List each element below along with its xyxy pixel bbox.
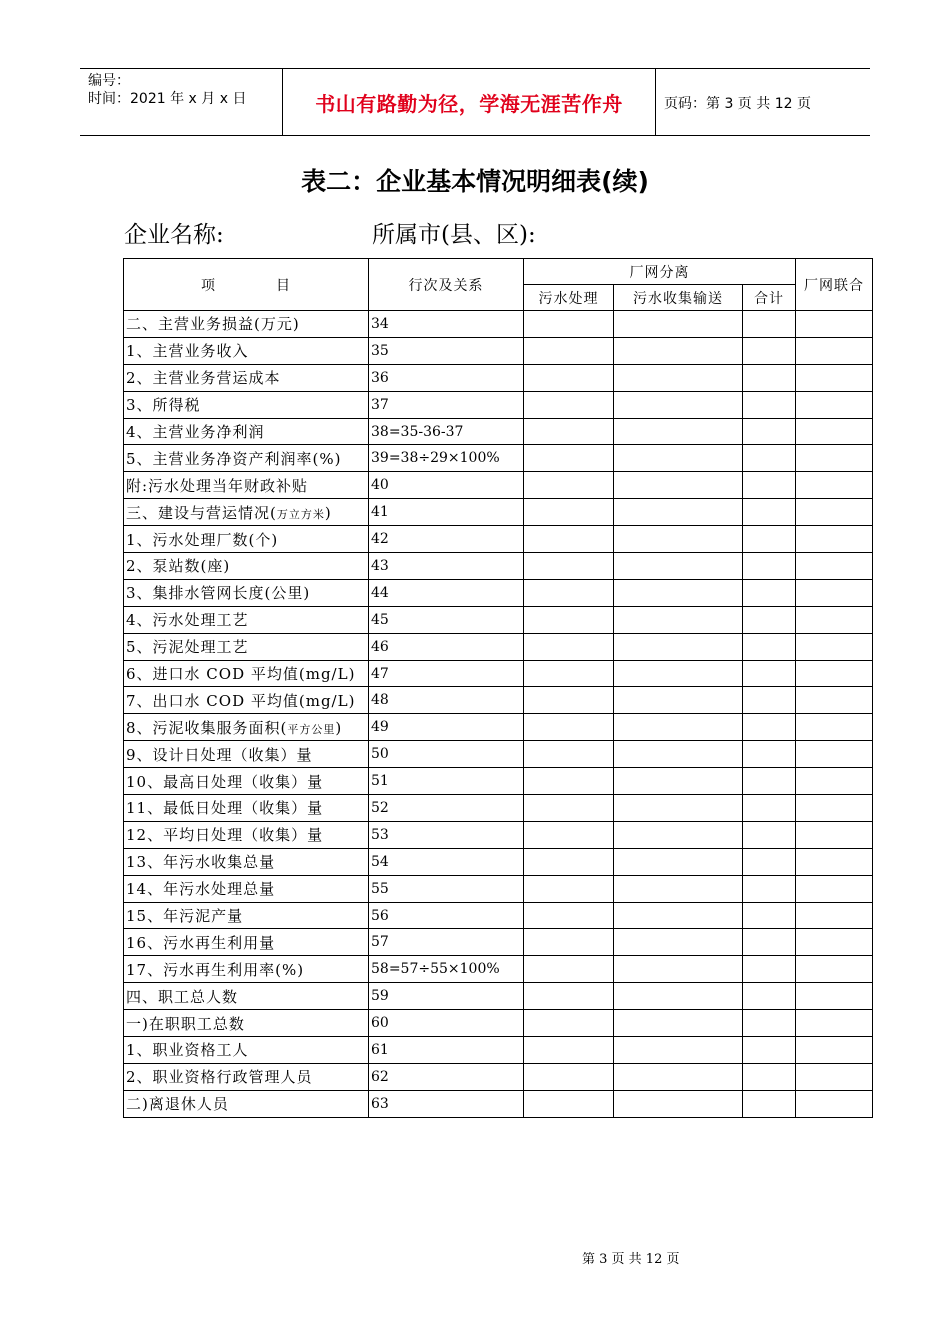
cell-sewage-treatment[interactable] [524, 795, 614, 822]
cell-joint[interactable] [796, 1090, 873, 1117]
row-code: 61 [369, 1037, 524, 1064]
table-row [124, 768, 873, 795]
row-item-label: 8、污泥收集服务面积(平方公里) [124, 714, 369, 741]
row-code: 41 [369, 499, 524, 526]
cell-sewage-collection[interactable] [614, 337, 743, 364]
cell-sewage-treatment[interactable] [524, 902, 614, 929]
row-item-label: 2、泵站数(座) [124, 553, 369, 580]
cell-sewage-collection[interactable] [614, 929, 743, 956]
cell-joint[interactable] [796, 714, 873, 741]
cell-total[interactable] [743, 633, 796, 660]
row-code: 44 [369, 579, 524, 606]
cell-total[interactable] [743, 1063, 796, 1090]
cell-total[interactable] [743, 1037, 796, 1064]
cell-joint[interactable] [796, 902, 873, 929]
cell-joint[interactable] [796, 633, 873, 660]
cell-total[interactable] [743, 337, 796, 364]
col-header-joint: 厂网联合 [796, 259, 873, 311]
row-code: 59 [369, 983, 524, 1010]
city-label: 所属市(县、区): [372, 222, 536, 248]
cell-total[interactable] [743, 848, 796, 875]
row-code: 63 [369, 1090, 524, 1117]
cell-total[interactable] [743, 1010, 796, 1037]
row-code: 49 [369, 714, 524, 741]
row-item-label: 9、设计日处理（收集）量 [124, 741, 369, 768]
cell-sewage-collection[interactable] [614, 391, 743, 418]
col-header-sewage-collection: 污水收集输送 [614, 285, 743, 311]
table-row [124, 526, 873, 553]
table-row [124, 553, 873, 580]
row-code: 35 [369, 337, 524, 364]
table-row [124, 714, 873, 741]
cell-joint[interactable] [796, 875, 873, 902]
cell-sewage-collection[interactable] [614, 418, 743, 445]
row-code: 52 [369, 795, 524, 822]
cell-total[interactable] [743, 929, 796, 956]
cell-total[interactable] [743, 311, 796, 338]
cell-sewage-treatment[interactable] [524, 579, 614, 606]
cell-joint[interactable] [796, 956, 873, 983]
row-code: 46 [369, 633, 524, 660]
cell-joint[interactable] [796, 768, 873, 795]
cell-total[interactable] [743, 445, 796, 472]
table-row [124, 848, 873, 875]
cell-total[interactable] [743, 821, 796, 848]
row-item-label: 4、污水处理工艺 [124, 606, 369, 633]
row-item-label: 1、职业资格工人 [124, 1037, 369, 1064]
header-left [88, 72, 246, 108]
cell-total[interactable] [743, 391, 796, 418]
cell-joint[interactable] [796, 741, 873, 768]
table-row [124, 472, 873, 499]
cell-sewage-treatment[interactable] [524, 741, 614, 768]
col-header-total: 合计 [743, 285, 796, 311]
cell-sewage-treatment[interactable] [524, 983, 614, 1010]
cell-sewage-treatment[interactable] [524, 472, 614, 499]
cell-total[interactable] [743, 606, 796, 633]
cell-sewage-collection[interactable] [614, 499, 743, 526]
cell-sewage-treatment[interactable] [524, 1010, 614, 1037]
row-item-label: 1、主营业务收入 [124, 337, 369, 364]
table-row [124, 337, 873, 364]
table-row [124, 660, 873, 687]
cell-total[interactable] [743, 714, 796, 741]
cell-total[interactable] [743, 526, 796, 553]
cell-joint[interactable] [796, 499, 873, 526]
cell-total[interactable] [743, 768, 796, 795]
cell-joint[interactable] [796, 1010, 873, 1037]
cell-joint[interactable] [796, 687, 873, 714]
cell-sewage-collection[interactable] [614, 579, 743, 606]
cell-sewage-treatment[interactable] [524, 929, 614, 956]
cell-total[interactable] [743, 1090, 796, 1117]
cell-total[interactable] [743, 795, 796, 822]
header-slogan: 书山有路勤为径，学海无涯苦作舟 [282, 69, 656, 135]
cell-sewage-treatment[interactable] [524, 956, 614, 983]
cell-sewage-treatment[interactable] [524, 821, 614, 848]
table-row [124, 956, 873, 983]
cell-sewage-treatment[interactable] [524, 848, 614, 875]
cell-total[interactable] [743, 553, 796, 580]
row-code: 54 [369, 848, 524, 875]
cell-joint[interactable] [796, 1037, 873, 1064]
row-code: 58=57÷55×100% [369, 956, 524, 983]
row-item-label: 17、污水再生利用率(%) [124, 956, 369, 983]
row-code: 48 [369, 687, 524, 714]
cell-sewage-collection[interactable] [614, 687, 743, 714]
row-code: 37 [369, 391, 524, 418]
cell-joint[interactable] [796, 983, 873, 1010]
row-item-label: 6、进口水 COD 平均值(mg/L) [124, 660, 369, 687]
row-item-label: 14、年污水处理总量 [124, 875, 369, 902]
row-code: 38=35-36-37 [369, 418, 524, 445]
table-row [124, 499, 873, 526]
col-header-item: 项 目 [124, 259, 369, 311]
row-item-label: 2、主营业务营运成本 [124, 364, 369, 391]
row-item-label: 11、最低日处理（收集）量 [124, 795, 369, 822]
table-row [124, 929, 873, 956]
table-row [124, 902, 873, 929]
table-row [124, 633, 873, 660]
row-code: 60 [369, 1010, 524, 1037]
cell-joint[interactable] [796, 579, 873, 606]
cell-sewage-collection[interactable] [614, 848, 743, 875]
cell-sewage-treatment[interactable] [524, 606, 614, 633]
row-item-label: 16、污水再生利用量 [124, 929, 369, 956]
table-row [124, 1010, 873, 1037]
table-row [124, 1037, 873, 1064]
row-code: 57 [369, 929, 524, 956]
row-item-label: 四、职工总人数 [124, 983, 369, 1010]
cell-joint[interactable] [796, 553, 873, 580]
company-name-label: 企业名称: [124, 222, 224, 248]
cell-sewage-treatment[interactable] [524, 768, 614, 795]
row-item-label: 2、职业资格行政管理人员 [124, 1063, 369, 1090]
cell-sewage-collection[interactable] [614, 714, 743, 741]
table-row [124, 311, 873, 338]
cell-joint[interactable] [796, 821, 873, 848]
cell-sewage-collection[interactable] [614, 553, 743, 580]
cell-sewage-collection[interactable] [614, 902, 743, 929]
table-row [124, 606, 873, 633]
cell-sewage-treatment[interactable] [524, 1037, 614, 1064]
cell-joint[interactable] [796, 472, 873, 499]
page-header [80, 68, 870, 136]
cell-sewage-treatment[interactable] [524, 445, 614, 472]
cell-sewage-collection[interactable] [614, 311, 743, 338]
cell-sewage-treatment[interactable] [524, 311, 614, 338]
cell-sewage-treatment[interactable] [524, 633, 614, 660]
table-row [124, 445, 873, 472]
cell-sewage-collection[interactable] [614, 821, 743, 848]
page-title: 表二：企业基本情况明细表(续) [301, 167, 649, 196]
cell-sewage-treatment[interactable] [524, 660, 614, 687]
cell-sewage-collection[interactable] [614, 1090, 743, 1117]
row-item-label: 4、主营业务净利润 [124, 418, 369, 445]
cell-joint[interactable] [796, 1063, 873, 1090]
cell-sewage-treatment[interactable] [524, 714, 614, 741]
cell-sewage-collection[interactable] [614, 526, 743, 553]
cell-sewage-collection[interactable] [614, 795, 743, 822]
row-item-label: 二、主营业务损益(万元) [124, 311, 369, 338]
header-page-info: 页码：第 3 页 共 12 页 [664, 96, 811, 112]
cell-total[interactable] [743, 687, 796, 714]
cell-sewage-treatment[interactable] [524, 553, 614, 580]
cell-sewage-collection[interactable] [614, 983, 743, 1010]
cell-joint[interactable] [796, 795, 873, 822]
row-item-label: 12、平均日处理（收集）量 [124, 821, 369, 848]
row-item-label: 3、所得税 [124, 391, 369, 418]
row-code: 62 [369, 1063, 524, 1090]
row-code: 40 [369, 472, 524, 499]
row-item-label: 三、建设与营运情况(万立方米) [124, 499, 369, 526]
table-row [124, 687, 873, 714]
cell-total[interactable] [743, 418, 796, 445]
cell-sewage-treatment[interactable] [524, 418, 614, 445]
col-header-row-relation: 行次及关系 [369, 259, 524, 311]
cell-sewage-treatment[interactable] [524, 337, 614, 364]
row-code: 34 [369, 311, 524, 338]
table-row [124, 418, 873, 445]
cell-sewage-collection[interactable] [614, 472, 743, 499]
row-item-label: 5、污泥处理工艺 [124, 633, 369, 660]
cell-joint[interactable] [796, 311, 873, 338]
cell-sewage-treatment[interactable] [524, 526, 614, 553]
cell-sewage-treatment[interactable] [524, 1063, 614, 1090]
cell-joint[interactable] [796, 848, 873, 875]
cell-joint[interactable] [796, 391, 873, 418]
document-number-label: 编号： [88, 73, 130, 89]
cell-joint[interactable] [796, 660, 873, 687]
row-code: 50 [369, 741, 524, 768]
cell-total[interactable] [743, 741, 796, 768]
table-row [124, 741, 873, 768]
cell-total[interactable] [743, 956, 796, 983]
cell-sewage-treatment[interactable] [524, 1090, 614, 1117]
row-item-label: 15、年污泥产量 [124, 902, 369, 929]
cell-sewage-treatment[interactable] [524, 687, 614, 714]
row-code: 51 [369, 768, 524, 795]
row-item-label: 5、主营业务净资产利润率(%) [124, 445, 369, 472]
cell-joint[interactable] [796, 929, 873, 956]
cell-sewage-collection[interactable] [614, 1037, 743, 1064]
row-code: 36 [369, 364, 524, 391]
cell-joint[interactable] [796, 418, 873, 445]
cell-sewage-collection[interactable] [614, 956, 743, 983]
cell-total[interactable] [743, 364, 796, 391]
row-item-label: 附:污水处理当年财政补贴 [124, 472, 369, 499]
cell-joint[interactable] [796, 445, 873, 472]
table-row [124, 391, 873, 418]
row-item-label: 3、集排水管网长度(公里) [124, 579, 369, 606]
cell-joint[interactable] [796, 606, 873, 633]
row-code: 55 [369, 875, 524, 902]
cell-sewage-collection[interactable] [614, 768, 743, 795]
cell-sewage-collection[interactable] [614, 364, 743, 391]
enterprise-detail-table [123, 258, 873, 1118]
page-footer: 第 3 页 共 12 页 [582, 1252, 680, 1267]
row-code: 47 [369, 660, 524, 687]
cell-sewage-collection[interactable] [614, 1010, 743, 1037]
table-row [124, 364, 873, 391]
cell-total[interactable] [743, 472, 796, 499]
document-date: 时间：2021 年 x 月 x 日 [88, 91, 247, 107]
cell-joint[interactable] [796, 526, 873, 553]
table-row [124, 821, 873, 848]
col-header-sewage-treatment: 污水处理 [524, 285, 614, 311]
row-code: 53 [369, 821, 524, 848]
row-item-label: 10、最高日处理（收集）量 [124, 768, 369, 795]
table-row [124, 983, 873, 1010]
table-body [124, 311, 873, 1118]
row-item-label: 13、年污水收集总量 [124, 848, 369, 875]
cell-sewage-collection[interactable] [614, 445, 743, 472]
cell-sewage-treatment[interactable] [524, 875, 614, 902]
cell-total[interactable] [743, 660, 796, 687]
col-header-separated: 厂网分离 [524, 259, 796, 285]
table-row [124, 1090, 873, 1117]
cell-joint[interactable] [796, 337, 873, 364]
cell-sewage-collection[interactable] [614, 741, 743, 768]
table-row [124, 579, 873, 606]
cell-sewage-collection[interactable] [614, 660, 743, 687]
row-code: 42 [369, 526, 524, 553]
cell-sewage-collection[interactable] [614, 1063, 743, 1090]
row-code: 39=38÷29×100% [369, 445, 524, 472]
cell-sewage-collection[interactable] [614, 875, 743, 902]
row-item-label: 一)在职职工总数 [124, 1010, 369, 1037]
cell-sewage-treatment[interactable] [524, 391, 614, 418]
cell-total[interactable] [743, 499, 796, 526]
cell-total[interactable] [743, 902, 796, 929]
row-code: 45 [369, 606, 524, 633]
cell-sewage-treatment[interactable] [524, 499, 614, 526]
table-row [124, 1063, 873, 1090]
cell-sewage-collection[interactable] [614, 633, 743, 660]
cell-total[interactable] [743, 875, 796, 902]
row-item-label: 7、出口水 COD 平均值(mg/L) [124, 687, 369, 714]
cell-joint[interactable] [796, 364, 873, 391]
cell-sewage-collection[interactable] [614, 606, 743, 633]
row-code: 43 [369, 553, 524, 580]
row-code: 56 [369, 902, 524, 929]
row-item-label: 1、污水处理厂数(个) [124, 526, 369, 553]
table-row [124, 795, 873, 822]
cell-total[interactable] [743, 579, 796, 606]
cell-sewage-treatment[interactable] [524, 364, 614, 391]
cell-total[interactable] [743, 983, 796, 1010]
row-item-label: 二)离退休人员 [124, 1090, 369, 1117]
table-row [124, 875, 873, 902]
